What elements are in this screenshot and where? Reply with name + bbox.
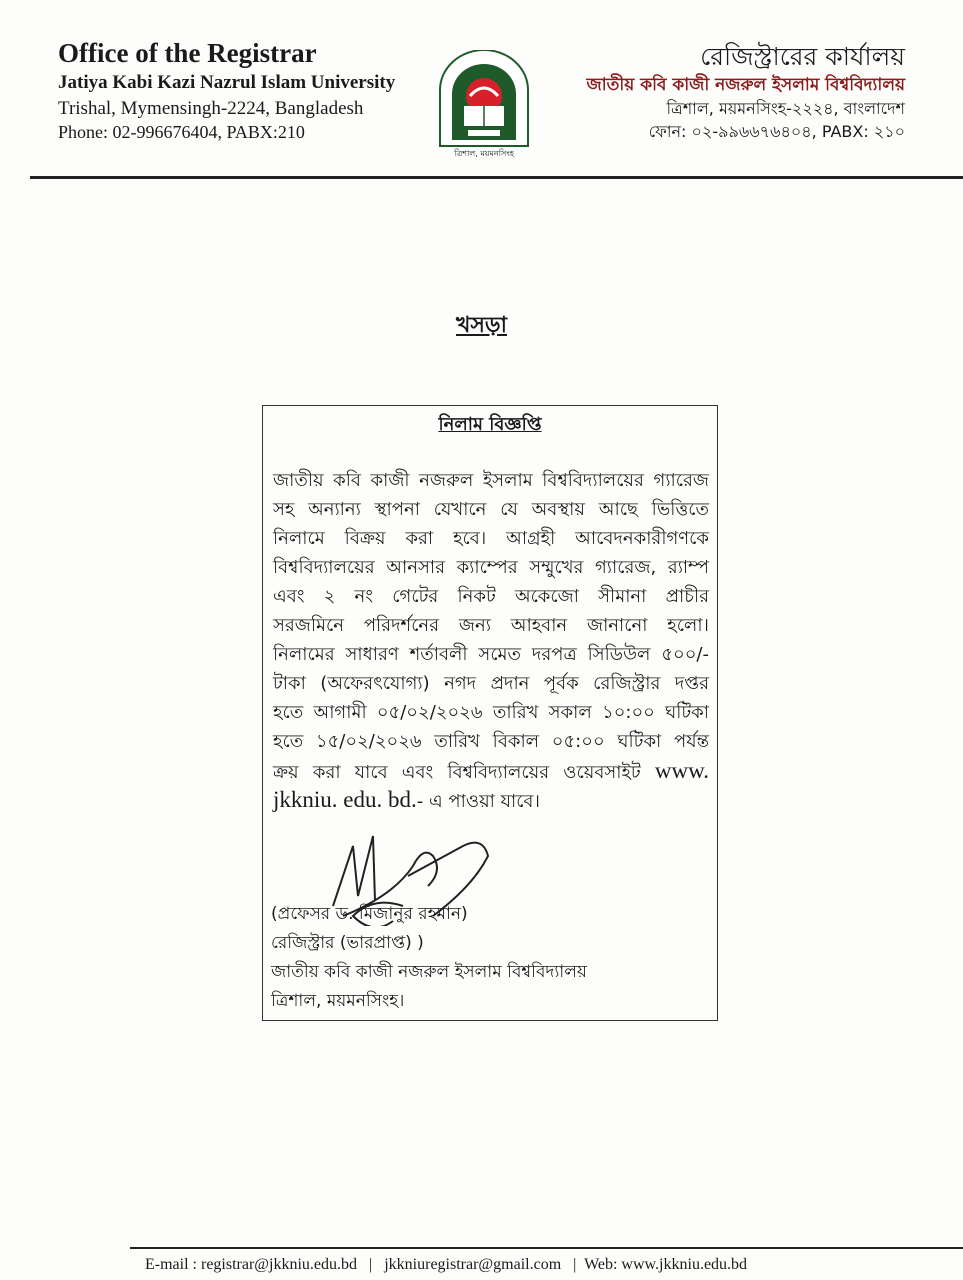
footer-divider bbox=[130, 1247, 963, 1249]
office-title: Office of the Registrar bbox=[58, 38, 317, 68]
office-title-bn: রেজিস্ট্রারের কার্যালয় bbox=[700, 42, 905, 71]
footer-email[interactable]: E-mail : registrar@jkkniu.edu.bd bbox=[145, 1256, 358, 1273]
university-name: Jatiya Kabi Kazi Nazrul Islam University bbox=[58, 72, 396, 93]
notice-line bbox=[273, 788, 709, 811]
address: Trishal, Mymensingh-2224, Bangladesh bbox=[58, 98, 364, 119]
notice-line: সরজমিনে পরিদর্শনের জন্য আহবান জানানো হলো। bbox=[273, 615, 709, 636]
notice-line: সহ অন্যান্য স্থাপনা যেখানে যে অবস্থায় আছে ভিত্তিতে bbox=[273, 499, 709, 520]
notice-line-text: - এ পাওয়া যাবে। bbox=[416, 791, 540, 812]
notice-line: এবং ২ নং গেটের নিকট অকেজো সীমানা প্রাচীর bbox=[273, 586, 709, 607]
footer-gmail[interactable]: jkkniuregistrar@gmail.com bbox=[384, 1256, 562, 1273]
footer-separator: | bbox=[369, 1256, 373, 1273]
notice-title bbox=[263, 410, 717, 441]
university-name-bn: জাতীয় কবি কাজী নজরুল ইসলাম বিশ্ববিদ্যালয় bbox=[586, 75, 905, 95]
university-logo bbox=[432, 50, 536, 162]
phone-bn: ফোন: ০২-৯৯৬৬৭৬৪০৪, PABX: ২১০ bbox=[648, 122, 905, 141]
footer-separator: | bbox=[573, 1256, 577, 1273]
signatory-designation: রেজিস্ট্রার (ভারপ্রাপ্ত) ) bbox=[271, 933, 424, 953]
website-link-part[interactable]: www. bbox=[654, 758, 709, 783]
signatory-name: (প্রফেসর ড. মিজানুর রহমান) bbox=[271, 904, 468, 924]
signatory-university: জাতীয় কবি কাজী নজরুল ইসলাম বিশ্ববিদ্যালয় bbox=[271, 962, 587, 982]
notice-line: হতে ১৫/০২/২০২৬ তারিখ বিকাল ০৫:০০ ঘটিকা পর্যন্ত bbox=[273, 731, 709, 752]
svg-text:ত্রিশাল, ময়মনসিংহ: ত্রিশাল, ময়মনসিংহ bbox=[454, 149, 514, 158]
notice-line: টাকা (অফেরৎযোগ্য) নগদ প্রদান পূর্বক রেজিস্ট্রার দপ্তর bbox=[273, 673, 709, 694]
footer-contacts bbox=[145, 1256, 747, 1274]
website-link-part[interactable]: jkkniu. edu. bd. bbox=[273, 787, 417, 812]
letterhead-bengali bbox=[587, 44, 905, 140]
draft-label bbox=[0, 308, 963, 345]
notice-line: জাতীয় কবি কাজী নজরুল ইসলাম বিশ্ববিদ্যালয়ের গ্যারেজ bbox=[273, 470, 709, 491]
notice-line: বিশ্ববিদ্যালয়ের আনসার ক্যাম্পের সম্মুখের গ্যারেজ, র‌্যাম্প bbox=[273, 557, 709, 578]
address-bn: ত্রিশাল, ময়মনসিংহ-২২২৪, বাংলাদেশ bbox=[666, 99, 905, 118]
signatory-place: ত্রিশাল, ময়মনসিংহ। bbox=[271, 991, 405, 1011]
auction-notice-box bbox=[262, 405, 718, 1021]
footer-web[interactable]: Web: www.jkkniu.edu.bd bbox=[584, 1256, 748, 1273]
notice-line: নিলামের সাধারণ শর্তাবলী সমেত দরপত্র সিডিউল ৫০০/- bbox=[273, 644, 709, 665]
notice-line-text: ক্রয় করা যাবে এবং বিশ্ববিদ্যালয়ের ওয়েবসাইট bbox=[273, 762, 641, 783]
letterhead-english bbox=[58, 40, 395, 141]
header-divider bbox=[30, 176, 963, 179]
notice-line: নিলামে বিক্রয় করা হবে। আগ্রহী আবেদনকারীগণকে bbox=[273, 528, 709, 549]
phone: Phone: 02-996676404, PABX:210 bbox=[58, 122, 305, 142]
notice-title-text: নিলাম বিজ্ঞপ্তি bbox=[438, 414, 542, 435]
draft-label-text: খসড়া bbox=[455, 313, 508, 338]
notice-line: হতে আগামী ০৫/০২/২০২৬ তারিখ সকাল ১০:০০ ঘটিকা bbox=[273, 702, 709, 723]
notice-line bbox=[273, 759, 709, 782]
